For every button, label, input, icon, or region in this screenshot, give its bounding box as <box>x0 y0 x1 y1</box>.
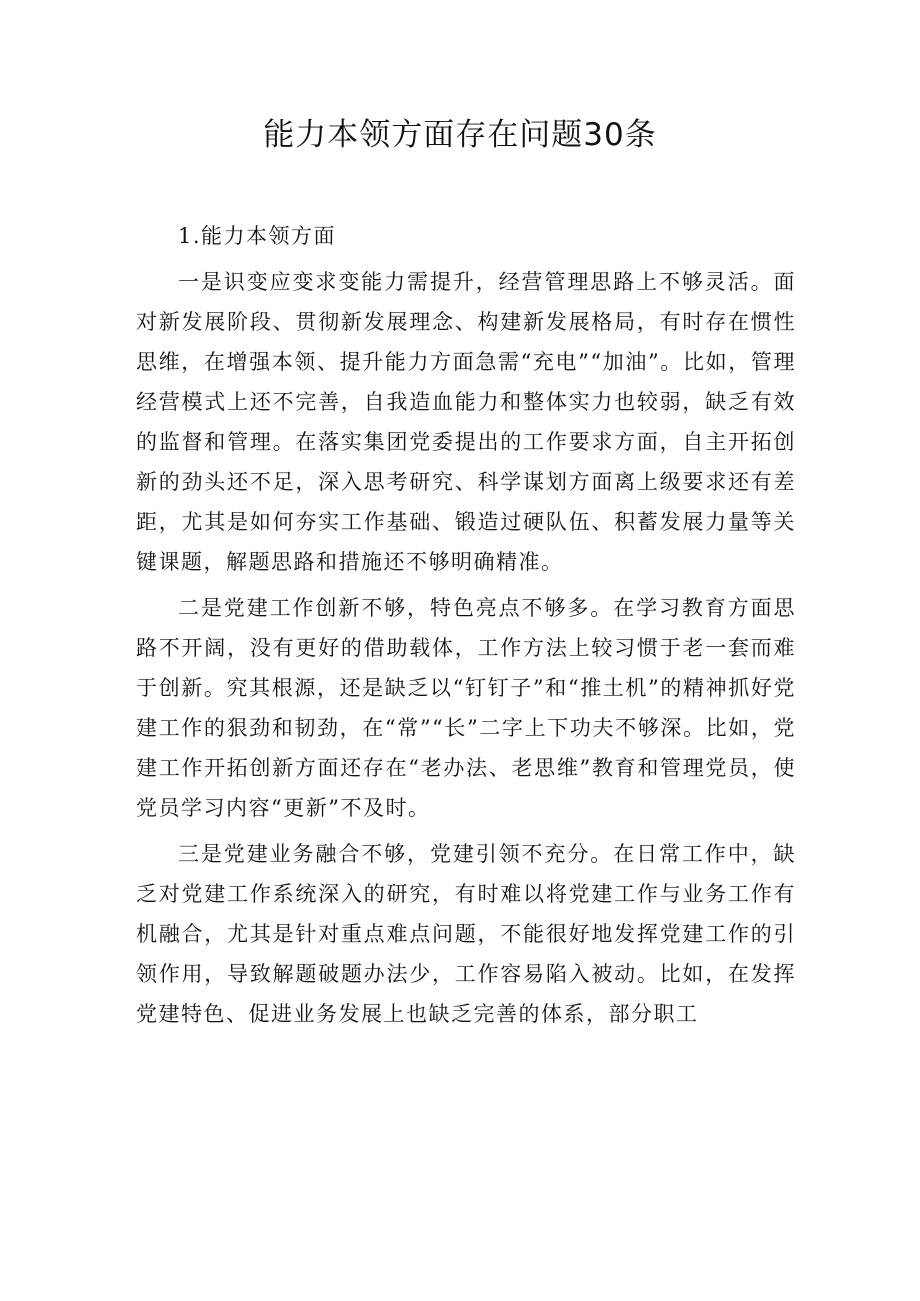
paragraph-2: 二是党建工作创新不够，特色亮点不够多。在学习教育方面思路不开阔，没有更好的借助载体，工作方法上较习惯于老一套而难于创新。究其根源，还是缺乏以“钉钉子”和“推土机”的精神抓好党建工作的狠劲和韧劲，在“常”“长”二字上下功夫不够深。比如，党建工作开拓创新方面还存在“老办法、老思维”教育和管理党员，使党员学习内容“更新”不及时。 <box>136 596 796 820</box>
document-title: 能力本领方面存在问题30条 <box>263 117 657 153</box>
section-heading: 1.能力本领方面 <box>178 224 337 248</box>
document-body <box>136 216 796 1034</box>
paragraph-1: 一是识变应变求变能力需提升，经营管理思路上不够灵活。面对新发展阶段、贯彻新发展理念、构建新发展格局，有时存在惯性思维，在增强本领、提升能力方面急需“充电”“加油”。比如，管理经营模式上还不完善，自我造血能力和整体实力也较弱，缺乏有效的监督和管理。在落实集团党委提出的工作要求方面，自主开拓创新的劲头还不足，深入思考研究、科学谋划方面离上级要求还有差距，尤其是如何夯实工作基础、锻造过硬队伍、积蓄发展力量等关键课题，解题思路和措施还不够明确精准。 <box>136 270 796 574</box>
paragraph-3: 三是党建业务融合不够，党建引领不充分。在日常工作中，缺乏对党建工作系统深入的研究，有时难以将党建工作与业务工作有机融合，尤其是针对重点难点问题，不能很好地发挥党建工作的引领作用，导致解题破题办法少，工作容易陷入被动。比如，在发挥党建特色、促进业务发展上也缺乏完善的体系，部分职工 <box>136 842 796 1026</box>
